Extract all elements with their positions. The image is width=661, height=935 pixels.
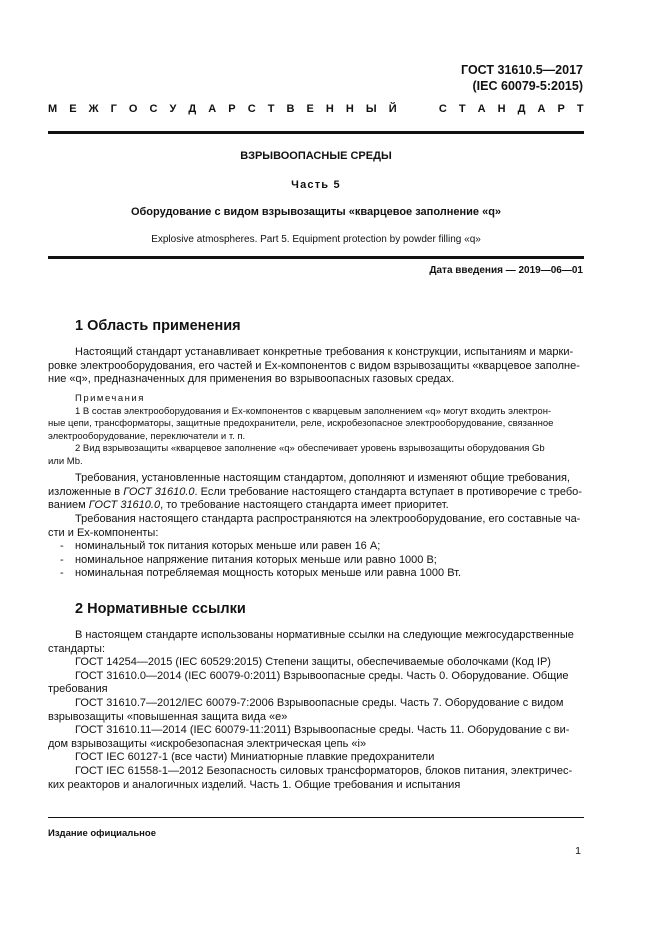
heading-letter: Е <box>69 103 77 115</box>
reference-line: ГОСТ 31610.0—2014 (IEC 60079-0:2011) Взрывоопасные среды. Часть 0. Оборудование. Общие <box>75 669 569 682</box>
heading-letter: Р <box>228 103 236 115</box>
page-number: 1 <box>575 845 581 857</box>
heading-letter: А <box>537 103 546 115</box>
reference-line: ГОСТ IEC 60127-1 (все части) Миниатюрные плавкие предохранители <box>75 751 435 764</box>
note-line: 1 В состав электрооборудования и Ex-компонентов с кварцевым заполнением «q» могут входить электрон- <box>75 405 552 417</box>
text-line: ние «q», предназначенных для применения во взрывоопасных газовых средах. <box>48 373 455 386</box>
reference-line: требования <box>48 683 108 696</box>
text-line: стандарты: <box>48 642 106 655</box>
document-part: Часть 5 <box>291 179 341 191</box>
list-item-text: номинальная потребляемая мощность которых меньше или равна 1000 Вт. <box>75 567 462 579</box>
note-line: электрооборудование, переключатели и т. п. <box>48 430 246 442</box>
text-fragment: , то требование настоящего стандарта имеет приоритет. <box>160 499 449 512</box>
list-dash: - <box>60 554 64 566</box>
heading-letter: Н <box>497 103 506 115</box>
heading-letter: С <box>247 103 256 115</box>
heading-letter: Т <box>576 103 584 115</box>
heading-letter: А <box>208 103 217 115</box>
document-subtitle: Оборудование с видом взрывозащиты «кварцевое заполнение «q» <box>130 206 502 218</box>
section-1-heading: 1 Область применения <box>75 318 241 334</box>
gost-reference: ГОСТ 31610.0 <box>123 485 195 498</box>
notes-block <box>48 393 584 469</box>
document-english-title: Explosive atmospheres. Part 5. Equipment protection by powder filling «q» <box>151 234 481 245</box>
text-line <box>48 486 584 500</box>
list-item-text: номинальное напряжение питания которых меньше или равно 1000 В; <box>75 554 437 566</box>
heading-letter: С <box>438 103 447 115</box>
text-fragment: ванием <box>48 499 89 512</box>
document-title: ВЗРЫВООПАСНЫЕ СРЕДЫ <box>240 150 392 162</box>
section-2-heading: 2 Нормативные ссылки <box>75 601 246 617</box>
list-dash: - <box>60 567 64 579</box>
header-rule <box>48 131 584 134</box>
section-2-body <box>48 629 584 792</box>
text-line: В настоящем стандарте использованы нормативные ссылки на следующие межгосударственные <box>75 629 574 641</box>
heading-letter: В <box>286 103 295 115</box>
list-item <box>60 540 580 554</box>
list-item-text: номинальный ток питания которых меньше или равен 16 А; <box>75 540 381 552</box>
text-fragment: . Если требование настоящего стандарта вступает в противоречие с требо- <box>194 485 582 498</box>
note-line: 2 Вид взрывозащиты «кварцевое заполнение «q» обеспечивает уровень взрывозащиты оборудования Gb <box>75 443 545 455</box>
list-dash: - <box>60 540 64 552</box>
heading-letter: Н <box>345 103 354 115</box>
reference-line: взрывозащиты «повышенная защита вида «е» <box>48 710 288 723</box>
text-line: Требования настоящего стандарта распространяются на электрооборудование, его составные ча- <box>75 513 581 525</box>
heading-letter: У <box>169 103 177 115</box>
list-item <box>60 554 580 568</box>
list-item <box>60 567 580 581</box>
heading-letter: Т <box>458 103 466 115</box>
section-1-paragraph-3 <box>48 513 584 540</box>
section-1-paragraph-2 <box>48 472 584 513</box>
text-fragment: изложенные в <box>48 485 124 498</box>
heading-letter: М <box>48 103 58 115</box>
heading-letter: Т <box>267 103 275 115</box>
standard-number-block <box>461 62 583 94</box>
text-line: Требования, установленные настоящим стандартом, дополняют и изменяют общие требования, <box>75 472 570 484</box>
reference-line: ГОСТ 31610.7—2012/IEC 60079-7:2006 Взрывоопасные среды. Часть 7. Оборудование с видом <box>75 696 564 709</box>
heading-letter: А <box>477 103 486 115</box>
text-line: ровке электрооборудования, его частей и Ex-компонентов с видом взрывозащиты «кварцевое заполне- <box>48 359 580 372</box>
heading-letter: Н <box>325 103 334 115</box>
heading-letter: Д <box>188 103 197 115</box>
official-edition-label: Издание официальное <box>48 828 156 839</box>
title-rule <box>48 256 584 259</box>
text-line: сти и Ex-компоненты: <box>48 526 159 539</box>
heading-letter: Й <box>388 103 397 115</box>
heading-letter: О <box>128 103 138 115</box>
heading-letter <box>424 103 427 115</box>
reference-line: ких реакторов и аналогичных изделий. Часть 1. Общие требования и испытания <box>48 778 461 791</box>
notes-heading: Примечания <box>75 393 145 404</box>
standard-number: ГОСТ 31610.5—2017 <box>461 63 583 77</box>
gost-reference: ГОСТ 31610.0 <box>88 499 161 512</box>
heading-letter: Ы <box>365 103 377 115</box>
heading-letter: С <box>149 103 158 115</box>
heading-letter: Д <box>517 103 526 115</box>
footer-rule <box>48 817 584 818</box>
text-line <box>48 499 584 513</box>
section-1-paragraph-1 <box>48 346 584 387</box>
heading-letter: Ж <box>88 103 99 115</box>
reference-line: ГОСТ 14254—2015 (IEC 60529:2015) Степени защиты, обеспечиваемые оболочками (Код IP) <box>75 656 551 669</box>
introduction-date: Дата введения — 2019—06—01 <box>429 265 583 276</box>
interstate-standard-heading <box>48 103 584 115</box>
reference-line: дом взрывозащиты «искробезопасная электрическая цепь «i» <box>48 737 367 750</box>
heading-letter: Р <box>557 103 565 115</box>
heading-letter: Г <box>110 103 117 115</box>
note-line: ные цепи, трансформаторы, защитные предохранители, реле, искробезопасное электрооборудование, связанное <box>48 418 554 430</box>
text-line: Настоящий стандарт устанавливает конкретные требования к конструкции, испытаниям и марки- <box>75 346 574 358</box>
heading-letter <box>409 103 412 115</box>
reference-line: ГОСТ 31610.11—2014 (IEC 60079-11:2011) Взрывоопасные среды. Часть 11. Оборудование с ви- <box>75 724 570 737</box>
note-line: или Mb. <box>48 455 83 467</box>
heading-letter: Е <box>306 103 314 115</box>
iec-number: (IEC 60079-5:2015) <box>472 79 583 93</box>
reference-line: ГОСТ IEC 61558-1—2012 Безопасность силовых трансформаторов, блоков питания, электричес- <box>75 764 573 777</box>
